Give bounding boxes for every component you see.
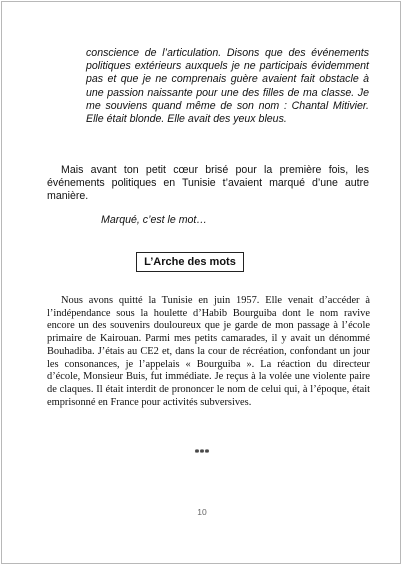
section-title: L’Arche des mots xyxy=(144,256,236,268)
section-separator: *** xyxy=(194,448,210,459)
body-paragraph: Nous avons quitté la Tunisie en juin 1957. Elle venait d’accéder à l’indépendance sous la houlette d’Habib Bourguiba dont le nom ravive encore un des souvenirs douloureux que je garde de mon passage à l’école primaire de Kairouan. Parmi mes petits camarades, il y avait un dénommé Bouhadiba. J’étais au CE2 et, dans la cour de récréation, confondant un jour les consonances, je l’appelais « Bourguiba ». La réaction du directeur d’école, Monsieur Buis, fut immédiate. Je reçus à la volée une violente paire de claques. Il était interdit de prononcer le nom de celui qui, à l’époque, était emprisonné en France pour activités subversives. xyxy=(47,295,370,408)
intro-paragraph: Mais avant ton petit cœur brisé pour la première fois, les événements politiques en Tunisie t’avaient marqué d’une autre manière. xyxy=(47,164,369,203)
remark-line: Marqué, c’est le mot… xyxy=(101,214,207,226)
section-title-box xyxy=(136,252,244,272)
quote-paragraph: conscience de l’articulation. Disons que des événements politiques extérieurs auxquels je ne participais évidemment pas et que je ne comprenais guère avaient fait obstacle à une passion naissante pour une des filles de ma classe. Je me souviens quand même de son nom : Chantal Mitivier. Elle était blonde. Elle avait des yeux bleus. xyxy=(86,47,369,126)
page-number: 10 xyxy=(197,507,207,517)
